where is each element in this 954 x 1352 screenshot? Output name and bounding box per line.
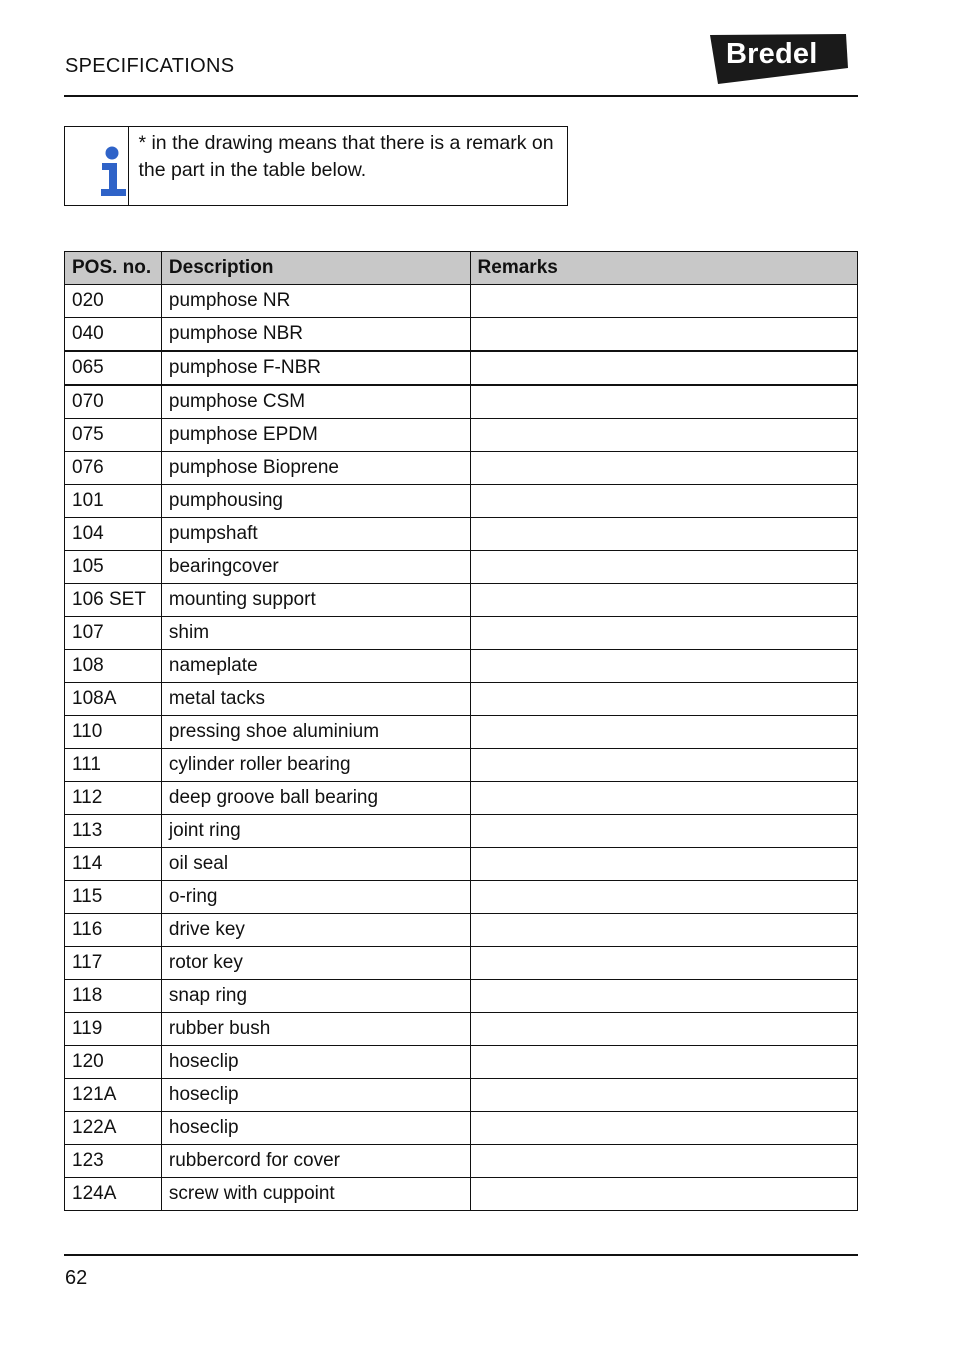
description-cell: hoseclip: [161, 1112, 470, 1145]
table-row: [65, 980, 858, 1013]
table-row: [65, 1145, 858, 1178]
description-cell: metal tacks: [161, 683, 470, 716]
remarks-cell: [470, 749, 857, 782]
table-row: [65, 881, 858, 914]
remarks-cell: [470, 1046, 857, 1079]
description-cell: pumphose NR: [161, 285, 470, 318]
table-row: [65, 782, 858, 815]
pos-cell: 118: [65, 980, 162, 1013]
description-cell: pumpshaft: [161, 518, 470, 551]
table-row: [65, 485, 858, 518]
remarks-cell: [470, 947, 857, 980]
table-row: [65, 947, 858, 980]
description-cell: pumphose F-NBR: [161, 351, 470, 385]
description-cell: rubber bush: [161, 1013, 470, 1046]
pos-cell: 104: [65, 518, 162, 551]
pos-cell: 065: [65, 351, 162, 385]
description-cell: joint ring: [161, 815, 470, 848]
pos-cell: 107: [65, 617, 162, 650]
pos-cell: 121A: [65, 1079, 162, 1112]
table-header-row: [65, 252, 858, 285]
remarks-cell: [470, 881, 857, 914]
description-cell: hoseclip: [161, 1079, 470, 1112]
table-row: [65, 617, 858, 650]
description-cell: deep groove ball bearing: [161, 782, 470, 815]
table-row: [65, 650, 858, 683]
pos-cell: 105: [65, 551, 162, 584]
description-cell: drive key: [161, 914, 470, 947]
column-header-remarks: Remarks: [470, 252, 857, 285]
description-cell: oil seal: [161, 848, 470, 881]
logo-text: Bredel: [726, 38, 818, 70]
table-row: [65, 749, 858, 782]
parts-table-body: [65, 285, 858, 1211]
pos-cell: 122A: [65, 1112, 162, 1145]
description-cell: nameplate: [161, 650, 470, 683]
pos-cell: 076: [65, 452, 162, 485]
remarks-cell: [470, 518, 857, 551]
parts-table: [64, 251, 858, 1211]
remarks-cell: [470, 914, 857, 947]
table-row: [65, 1112, 858, 1145]
remarks-cell: [470, 617, 857, 650]
description-cell: pumphose CSM: [161, 385, 470, 419]
table-row: [65, 584, 858, 617]
remarks-cell: [470, 485, 857, 518]
pos-cell: 123: [65, 1145, 162, 1178]
pos-cell: 113: [65, 815, 162, 848]
table-row: [65, 518, 858, 551]
remarks-cell: [470, 419, 857, 452]
description-cell: cylinder roller bearing: [161, 749, 470, 782]
description-cell: mounting support: [161, 584, 470, 617]
table-row: [65, 419, 858, 452]
description-cell: pumphose Bioprene: [161, 452, 470, 485]
table-row: [65, 385, 858, 419]
info-note-text: * in the drawing means that there is a remark on the part in the table below.: [138, 132, 554, 181]
description-cell: hoseclip: [161, 1046, 470, 1079]
remarks-cell: [470, 584, 857, 617]
pos-cell: 111: [65, 749, 162, 782]
description-cell: snap ring: [161, 980, 470, 1013]
remarks-cell: [470, 351, 857, 385]
pos-cell: 114: [65, 848, 162, 881]
description-cell: pumphose NBR: [161, 318, 470, 352]
description-cell: pumphose EPDM: [161, 419, 470, 452]
remarks-cell: [470, 1145, 857, 1178]
table-row: [65, 1046, 858, 1079]
remarks-cell: [470, 1178, 857, 1211]
remarks-cell: [470, 452, 857, 485]
info-icon-cell: [65, 127, 129, 205]
table-row: [65, 318, 858, 352]
pos-cell: 112: [65, 782, 162, 815]
info-note-box: [64, 126, 568, 206]
pos-cell: 101: [65, 485, 162, 518]
header-divider: [64, 95, 858, 97]
remarks-cell: [470, 385, 857, 419]
table-row: [65, 848, 858, 881]
pos-cell: 119: [65, 1013, 162, 1046]
pos-cell: 020: [65, 285, 162, 318]
description-cell: o-ring: [161, 881, 470, 914]
pos-cell: 106 SET: [65, 584, 162, 617]
description-cell: rubbercord for cover: [161, 1145, 470, 1178]
remarks-cell: [470, 815, 857, 848]
bredel-logo: [708, 34, 850, 86]
pos-cell: 040: [65, 318, 162, 352]
table-row: [65, 452, 858, 485]
description-cell: bearingcover: [161, 551, 470, 584]
table-row: [65, 683, 858, 716]
remarks-cell: [470, 551, 857, 584]
table-row: [65, 815, 858, 848]
column-header-description: Description: [161, 252, 470, 285]
table-row: [65, 551, 858, 584]
table-row: [65, 914, 858, 947]
pos-cell: 070: [65, 385, 162, 419]
page-number: 62: [65, 1267, 88, 1289]
footer-divider: [64, 1254, 858, 1256]
remarks-cell: [470, 980, 857, 1013]
remarks-cell: [470, 1112, 857, 1145]
info-icon: [97, 145, 129, 197]
table-row: [65, 1013, 858, 1046]
pos-cell: 124A: [65, 1178, 162, 1211]
pos-cell: 075: [65, 419, 162, 452]
remarks-cell: [470, 782, 857, 815]
pos-cell: 108: [65, 650, 162, 683]
remarks-cell: [470, 318, 857, 352]
pos-cell: 120: [65, 1046, 162, 1079]
pos-cell: 110: [65, 716, 162, 749]
description-cell: shim: [161, 617, 470, 650]
remarks-cell: [470, 1013, 857, 1046]
pos-cell: 108A: [65, 683, 162, 716]
description-cell: screw with cuppoint: [161, 1178, 470, 1211]
pos-cell: 117: [65, 947, 162, 980]
description-cell: pumphousing: [161, 485, 470, 518]
remarks-cell: [470, 683, 857, 716]
description-cell: pressing shoe aluminium: [161, 716, 470, 749]
remarks-cell: [470, 1079, 857, 1112]
pos-cell: 115: [65, 881, 162, 914]
column-header-pos: POS. no.: [65, 252, 162, 285]
table-row: [65, 285, 858, 318]
remarks-cell: [470, 650, 857, 683]
table-row: [65, 1178, 858, 1211]
table-row: [65, 351, 858, 385]
pos-cell: 116: [65, 914, 162, 947]
table-row: [65, 1079, 858, 1112]
remarks-cell: [470, 716, 857, 749]
remarks-cell: [470, 285, 857, 318]
description-cell: rotor key: [161, 947, 470, 980]
page-section-title: SPECIFICATIONS: [65, 55, 235, 77]
table-row: [65, 716, 858, 749]
remarks-cell: [470, 848, 857, 881]
